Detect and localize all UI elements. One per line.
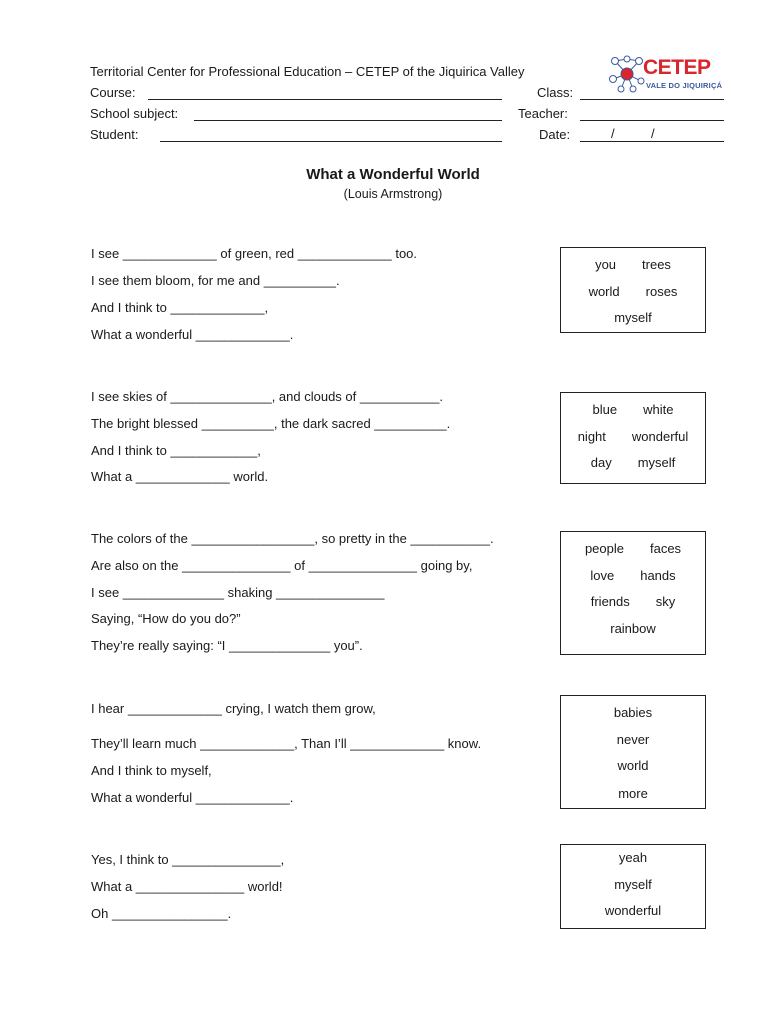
word-bank-3: [560, 531, 706, 655]
date-label: Date:: [539, 127, 571, 142]
date-separator-1: /: [611, 126, 615, 141]
course-label: Course:: [90, 85, 136, 100]
word-bank-2: [560, 392, 706, 484]
word-bank-word: trees: [642, 257, 671, 272]
stanza-2-line-1: I see skies of ______________, and clouds of ___________.: [91, 389, 444, 404]
stanza-3-line-5: They’re really saying: “I ______________ you”.: [91, 638, 363, 653]
teacher-label: Teacher:: [518, 106, 568, 121]
network-icon: [609, 55, 645, 93]
word-bank-word: you: [595, 257, 617, 272]
class-label: Class:: [537, 85, 574, 100]
word-bank-word: myself: [614, 310, 652, 325]
word-bank-word: hands: [640, 568, 676, 583]
word-bank-row: [561, 705, 705, 720]
word-bank-row: [561, 455, 705, 470]
stanza-1-line-1: I see _____________ of green, red _____________ too.: [91, 246, 418, 261]
word-bank-word: myself: [614, 877, 652, 892]
teacher-field[interactable]: [580, 120, 724, 121]
word-bank-row: [561, 310, 705, 325]
word-bank-word: people: [584, 541, 624, 556]
stanza-1-line-2: I see them bloom, for me and __________.: [91, 273, 340, 288]
word-bank-row: [561, 903, 705, 918]
course-field[interactable]: [148, 99, 502, 100]
stanza-5-line-1: Yes, I think to _______________,: [91, 852, 285, 867]
word-bank-word: faces: [649, 541, 682, 556]
word-bank-word: friends: [590, 594, 630, 609]
word-bank-1: [560, 247, 706, 333]
stanza-4-line-4: What a wonderful _____________.: [91, 790, 294, 805]
stanza-4-line-1: I hear _____________ crying, I watch them grow,: [91, 701, 376, 716]
stanza-5-line-3: Oh ________________.: [91, 906, 232, 921]
song-title: What a Wonderful World: [306, 166, 480, 183]
word-bank-row: [561, 850, 705, 865]
student-label: Student:: [90, 127, 139, 142]
song-artist: (Louis Armstrong): [343, 187, 443, 201]
class-field[interactable]: [580, 99, 724, 100]
word-bank-word: babies: [613, 705, 653, 720]
stanza-3-line-2: Are also on the _______________ of _______________ going by,: [91, 558, 473, 573]
word-bank-word: blue: [592, 402, 618, 417]
student-field[interactable]: [160, 141, 502, 142]
word-bank-4: [560, 695, 706, 809]
stanza-3-line-4: Saying, “How do you do?”: [91, 611, 241, 626]
word-bank-row: [561, 594, 705, 609]
stanza-4-line-2: They’ll learn much _____________, Than I’ll _____________ know.: [91, 736, 482, 751]
word-bank-word: never: [616, 732, 650, 747]
word-bank-word: day: [590, 455, 612, 470]
date-field[interactable]: [580, 141, 724, 142]
stanza-5-line-2: What a _______________ world!: [91, 879, 283, 894]
word-bank-row: [561, 758, 705, 773]
word-bank-5: [560, 844, 706, 929]
word-bank-word: white: [643, 402, 674, 417]
school-subject-field[interactable]: [194, 120, 502, 121]
stanza-2-line-4: What a _____________ world.: [91, 469, 269, 484]
word-bank-row: [561, 877, 705, 892]
stanza-1-line-4: What a wonderful _____________.: [91, 327, 294, 342]
institution-name: Territorial Center for Professional Education – CETEP of the Jiquirica Valley: [90, 64, 525, 79]
word-bank-word: roses: [645, 284, 678, 299]
stanza-3-line-3: I see ______________ shaking _______________: [91, 585, 385, 600]
school-subject-label: School subject:: [90, 106, 179, 121]
word-bank-word: night: [577, 429, 606, 444]
stanza-1-line-3: And I think to _____________,: [91, 300, 269, 315]
word-bank-row: [561, 402, 705, 417]
word-bank-word: love: [590, 568, 615, 583]
stanza-3-line-1: The colors of the _________________, so pretty in the ___________.: [91, 531, 494, 546]
word-bank-row: [561, 786, 705, 801]
word-bank-row: [561, 621, 705, 636]
word-bank-word: myself: [637, 455, 676, 470]
word-bank-row: [561, 732, 705, 747]
logo-title: CETEP: [643, 56, 711, 79]
word-bank-word: world: [617, 758, 649, 773]
word-bank-row: [561, 429, 705, 444]
word-bank-word: wonderful: [604, 903, 662, 918]
word-bank-row: [561, 541, 705, 556]
logo-subtitle: VALE DO JIQUIRIÇÁ: [646, 81, 723, 90]
word-bank-row: [561, 568, 705, 583]
word-bank-word: rainbow: [610, 621, 656, 636]
word-bank-word: sky: [655, 594, 676, 609]
date-separator-2: /: [651, 126, 655, 141]
stanza-2-line-2: The bright blessed __________, the dark sacred __________.: [91, 416, 451, 431]
word-bank-word: more: [618, 786, 648, 801]
stanza-4-line-3: And I think to myself,: [91, 763, 212, 778]
cetep-logo: [609, 55, 724, 95]
stanza-2-line-3: And I think to ____________,: [91, 443, 261, 458]
word-bank-word: yeah: [618, 850, 648, 865]
word-bank-row: [561, 284, 705, 299]
word-bank-word: world: [588, 284, 620, 299]
word-bank-word: wonderful: [631, 429, 689, 444]
word-bank-row: [561, 257, 705, 272]
